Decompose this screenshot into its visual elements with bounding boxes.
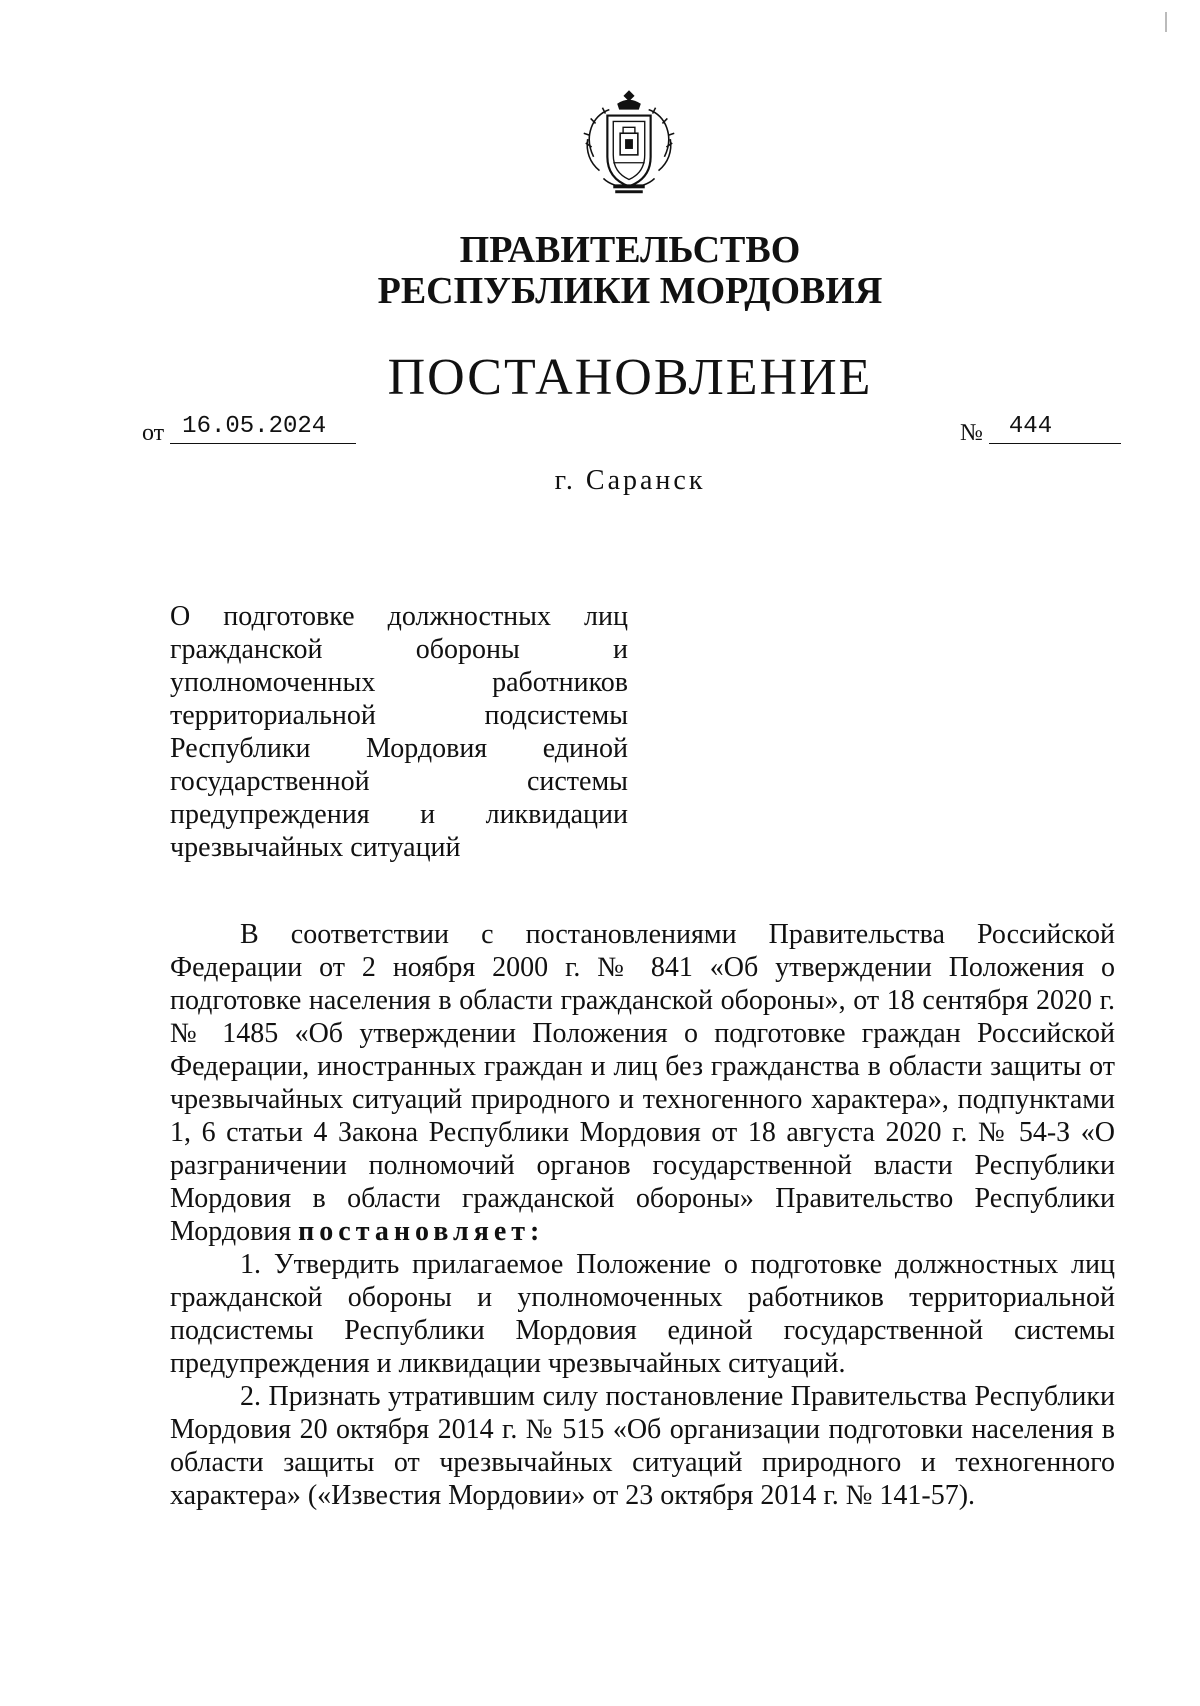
title-line: чрезвычайных ситуаций	[170, 832, 461, 863]
item-2-paragraph: 2. Признать утратившим силу постановление Правительства Республики Мордовия 20 октября 2014 г. № 515 «Об организации подготовки населения в области защиты от чрезвычайных ситуаций природного и техногенного характера» («Известия Мордовии» от 23 октября 2014 г. № 141-57).	[170, 1381, 1115, 1511]
item-1-paragraph: 1. Утвердить прилагаемое Положение о подготовке должностных лиц гражданской обороны и уполномоченных работников территориальной подсистемы Республики Мордовия единой государственной системы предупреждения и ликвидации чрезвычайных ситуаций.	[170, 1249, 1115, 1379]
scan-mark	[1165, 12, 1167, 32]
preamble-paragraph	[170, 918, 1115, 1248]
title-line: государственной системы	[170, 766, 628, 797]
title-line: уполномоченных работников	[170, 667, 628, 698]
title-line: гражданской обороны и	[170, 634, 628, 665]
coat-of-arms-icon	[570, 88, 688, 206]
number-field	[960, 413, 1121, 452]
city: г. Саранск	[554, 465, 706, 496]
number-prefix: №	[960, 420, 983, 446]
title-line: предупреждения и ликвидации	[170, 799, 628, 830]
date-value: 16.05.2024	[170, 412, 356, 444]
date-prefix: от	[142, 420, 165, 446]
document-title	[170, 600, 628, 864]
org-name-line2: РЕСПУБЛИКИ МОРДОВИЯ	[377, 270, 883, 312]
title-line: Республики Мордовия единой	[170, 733, 628, 764]
resolves-word: постановляет:	[298, 1216, 545, 1247]
date-field	[142, 413, 356, 452]
title-line: О подготовке должностных лиц	[170, 601, 628, 632]
org-name-line1: ПРАВИТЕЛЬСТВО	[459, 229, 801, 271]
document-body	[170, 918, 1115, 1512]
title-line: территориальной подсистемы	[170, 700, 628, 731]
number-value: 444	[989, 412, 1121, 444]
document-type: ПОСТАНОВЛЕНИЕ	[387, 349, 873, 406]
preamble-text: В соответствии с постановлениями Правительства Российской Федерации от 2 ноября 2000 г. № 841 «Об утверждении Положения о подготовке населения в области гражданской обороны», от 18 сентября 2020 г. № 1485 «Об утверждении Положения о подготовке граждан Российской Федерации, иностранных граждан и лиц без гражданства в области защиты от чрезвычайных ситуаций природного и техногенного характера», подпунктами 1, 6 статьи 4 Закона Республики Мордовия от 18 августа 2020 г. № 54-З «О разграничении полномочий органов государственной власти Республики Мордовия в области гражданской обороны» Правительство Республики Мордовия	[170, 919, 1115, 1247]
